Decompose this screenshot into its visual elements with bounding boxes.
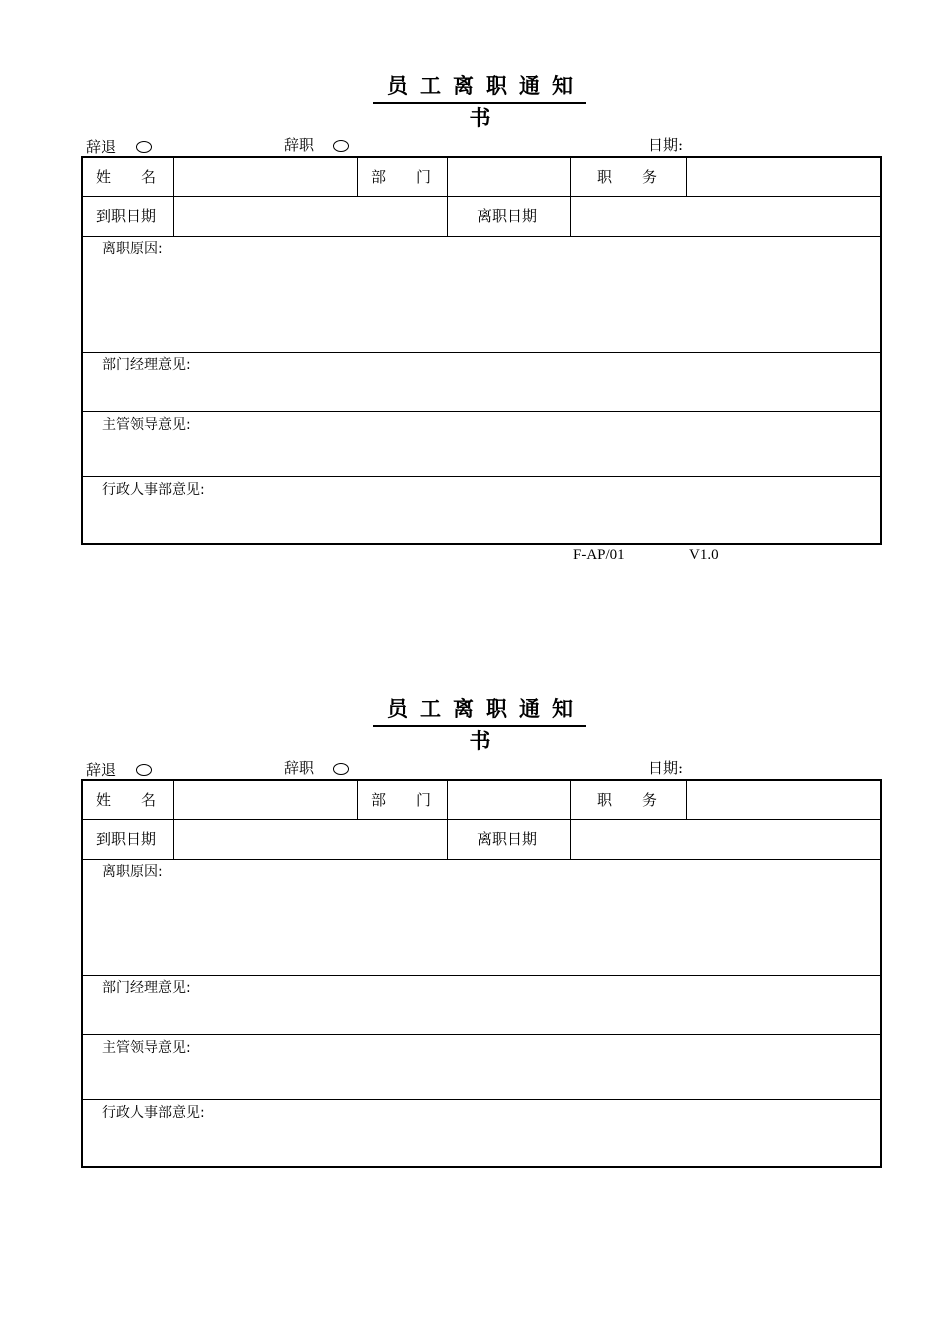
resign-option-label: 辞职	[284, 136, 315, 154]
dept-manager-opinion-field[interactable]	[84, 997, 879, 1032]
supervisor-opinion-label: 主管领导意见:	[102, 417, 191, 433]
resign-option-label: 辞职	[284, 759, 315, 777]
title-underline	[373, 102, 586, 104]
hr-opinion-field[interactable]	[84, 499, 879, 541]
department-label: 部 门	[371, 791, 432, 809]
position-label: 职 务	[597, 791, 658, 809]
name-label: 姓 名	[96, 168, 157, 186]
form-version: V1.0	[689, 547, 719, 563]
name-label: 姓 名	[96, 791, 157, 809]
row-divider	[82, 352, 881, 353]
position-field[interactable]	[687, 780, 880, 818]
name-field[interactable]	[174, 780, 356, 818]
date-label: 日期:	[648, 759, 684, 777]
row-divider	[82, 476, 881, 477]
name-field[interactable]	[174, 157, 356, 195]
supervisor-opinion-label: 主管领导意见:	[102, 1040, 191, 1056]
date-label: 日期:	[648, 136, 684, 154]
leave-date-label: 离职日期	[477, 207, 538, 225]
dept-manager-opinion-label: 部门经理意见:	[102, 357, 191, 373]
leave-date-label: 离职日期	[477, 830, 538, 848]
dept-manager-opinion-label: 部门经理意见:	[102, 980, 191, 996]
form-title: 员工离职通知书	[387, 74, 585, 130]
row-divider	[82, 1034, 881, 1035]
hr-opinion-field[interactable]	[84, 1122, 879, 1164]
hire-date-label: 到职日期	[96, 830, 157, 848]
dismiss-option-label: 辞退	[86, 138, 117, 156]
row-divider	[82, 859, 881, 860]
hire-date-label: 到职日期	[96, 207, 157, 225]
reason-label: 离职原因:	[102, 241, 163, 257]
row-divider	[82, 236, 881, 237]
position-label: 职 务	[597, 168, 658, 186]
hire-date-field[interactable]	[174, 820, 446, 858]
hr-opinion-label: 行政人事部意见:	[102, 1105, 205, 1121]
leave-date-field[interactable]	[571, 197, 880, 235]
resignation-form-1	[0, 0, 950, 563]
resignation-form-2	[0, 623, 950, 1143]
dept-manager-opinion-field[interactable]	[84, 374, 879, 409]
dismiss-option-label: 辞退	[86, 761, 117, 779]
dismiss-radio[interactable]	[136, 141, 152, 153]
row-divider	[82, 411, 881, 412]
department-field[interactable]	[448, 780, 569, 818]
reason-field[interactable]	[84, 881, 879, 973]
row-divider	[82, 1099, 881, 1100]
row-divider	[82, 975, 881, 976]
dismiss-radio[interactable]	[136, 764, 152, 776]
column-divider	[357, 780, 358, 819]
department-label: 部 门	[371, 168, 432, 186]
resign-radio[interactable]	[333, 140, 349, 152]
form-code: F-AP/01	[573, 547, 625, 563]
leave-date-field[interactable]	[571, 820, 880, 858]
resign-radio[interactable]	[333, 763, 349, 775]
column-divider	[357, 157, 358, 196]
position-field[interactable]	[687, 157, 880, 195]
hire-date-field[interactable]	[174, 197, 446, 235]
title-underline	[373, 725, 586, 727]
supervisor-opinion-field[interactable]	[84, 434, 879, 474]
hr-opinion-label: 行政人事部意见:	[102, 482, 205, 498]
department-field[interactable]	[448, 157, 569, 195]
reason-label: 离职原因:	[102, 864, 163, 880]
supervisor-opinion-field[interactable]	[84, 1057, 879, 1097]
reason-field[interactable]	[84, 258, 879, 350]
form-title: 员工离职通知书	[387, 697, 585, 753]
